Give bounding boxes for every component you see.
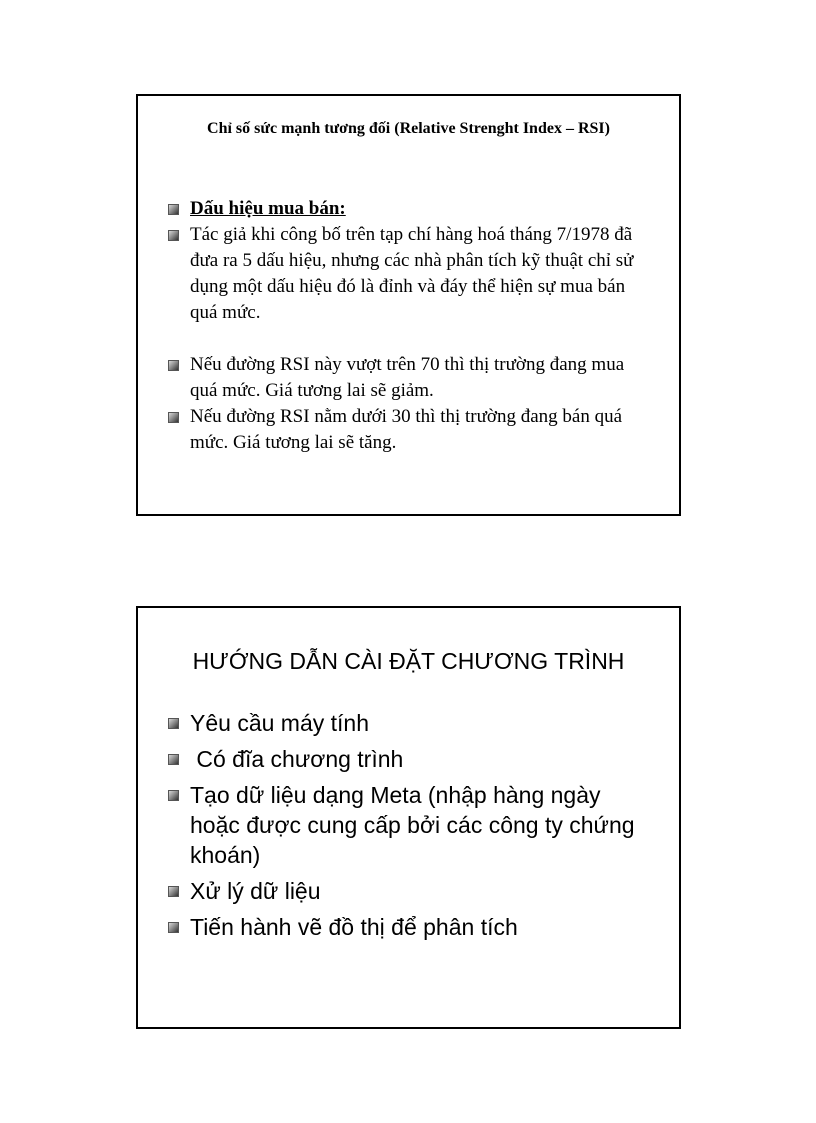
square-bullet-icon [168, 886, 179, 897]
slide-rsi [136, 94, 681, 516]
square-bullet-icon [168, 718, 179, 729]
list-item-text: Nếu đường RSI nằm dưới 30 thì thị trường đang bán quá mức. Giá tương lai sẽ tăng. [190, 406, 623, 453]
square-bullet-icon [168, 922, 179, 933]
list-item [168, 912, 638, 942]
square-bullet-icon [168, 360, 179, 371]
list-item [168, 744, 638, 774]
list-item [168, 708, 638, 738]
list-item-text: Tạo dữ liệu dạng Meta (nhập hàng ngày hoặc được cung cấp bởi các công ty chứng khoán) [190, 782, 635, 868]
list-item-text: Có đĩa chương trình [190, 746, 404, 772]
square-bullet-icon [168, 790, 179, 801]
list-item [168, 404, 648, 456]
list-item [168, 352, 648, 404]
list-item-text: Tiến hành vẽ đồ thị để phân tích [190, 914, 518, 940]
list-item-text: Dấu hiệu mua bán: [190, 198, 346, 219]
list-item [168, 876, 638, 906]
list-item [168, 222, 648, 326]
list-item [168, 780, 638, 870]
list-item-text: Xử lý dữ liệu [190, 878, 321, 904]
list-item-text: Tác giả khi công bố trên tạp chí hàng hoá tháng 7/1978 đã đưa ra 5 dấu hiệu, nhưng các nhà phân tích kỹ thuật chỉ sử dụng một dấu hiệu đó là đỉnh và đáy thể hiện sự mua bán quá mức. [190, 224, 634, 323]
list-item [168, 196, 648, 222]
square-bullet-icon [168, 412, 179, 423]
square-bullet-icon [168, 754, 179, 765]
list-item-text: Yêu cầu máy tính [190, 710, 369, 736]
list-item-text: Nếu đường RSI này vượt trên 70 thì thị trường đang mua quá mức. Giá tương lai sẽ giảm. [190, 354, 625, 401]
slide-title: HƯỚNG DẪN CÀI ĐẶT CHƯƠNG TRÌNH [192, 648, 625, 674]
square-bullet-icon [168, 230, 179, 241]
bullet-list [168, 196, 648, 456]
square-bullet-icon [168, 204, 179, 215]
slide-install-guide [136, 606, 681, 1029]
bullet-list [168, 708, 638, 948]
slide-title: Chỉ số sức mạnh tương đối (Relative Strenght Index – RSI) [207, 120, 610, 137]
